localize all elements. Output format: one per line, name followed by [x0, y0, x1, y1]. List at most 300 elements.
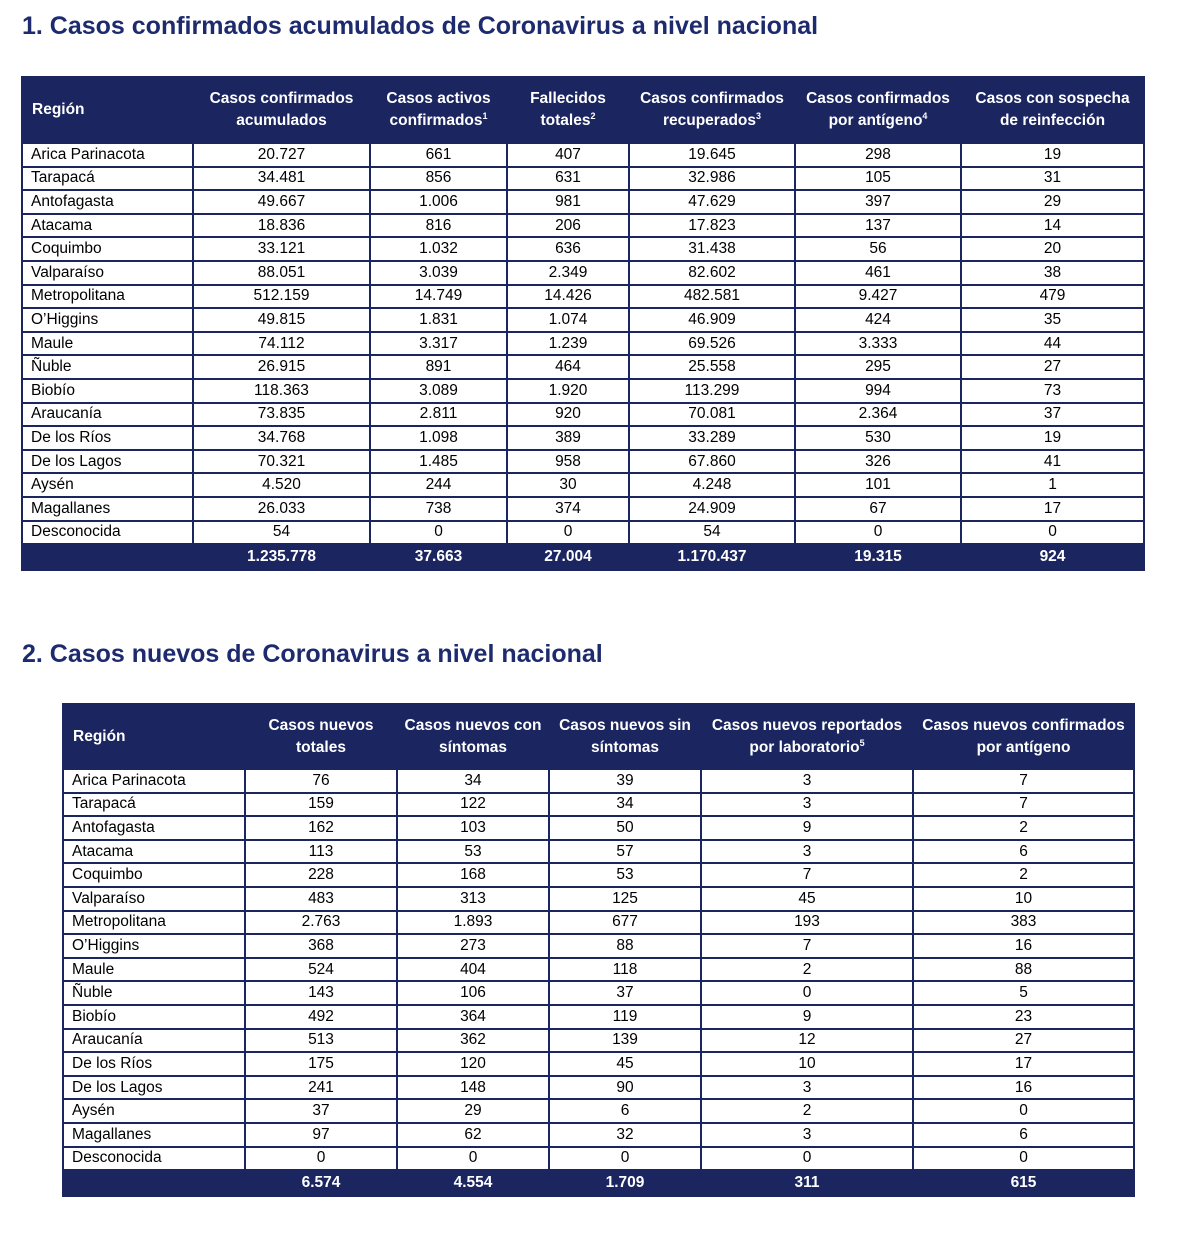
region-cell: Araucanía [63, 1029, 245, 1053]
value-cell: 76 [245, 769, 397, 793]
table-row [63, 1076, 1134, 1100]
value-cell: 5 [913, 981, 1134, 1005]
total-value-cell: 311 [701, 1170, 913, 1196]
value-cell: 3 [701, 1076, 913, 1100]
value-cell: 33.289 [629, 426, 795, 450]
value-cell: 17 [913, 1052, 1134, 1076]
value-cell: 97 [245, 1123, 397, 1147]
footnote-marker: 3 [756, 110, 762, 121]
table-row [63, 1005, 1134, 1029]
region-cell: Ñuble [22, 355, 193, 379]
column-header-label: Casos confirmados recuperados [640, 90, 784, 129]
value-cell: 49.667 [193, 190, 370, 214]
value-cell: 113.299 [629, 379, 795, 403]
region-cell: Valparaíso [63, 887, 245, 911]
value-cell: 35 [961, 308, 1144, 332]
total-value-cell: 924 [961, 544, 1144, 570]
footnote-marker: 4 [922, 110, 928, 121]
table-row [63, 816, 1134, 840]
value-cell: 17 [961, 497, 1144, 521]
value-cell: 23 [913, 1005, 1134, 1029]
column-header-label: Casos confirmados acumulados [209, 90, 354, 129]
value-cell: 14.749 [370, 285, 507, 309]
value-cell: 25.558 [629, 355, 795, 379]
value-cell: 14.426 [507, 285, 629, 309]
value-cell: 738 [370, 497, 507, 521]
value-cell: 0 [795, 521, 961, 545]
table-row [22, 214, 1144, 238]
value-cell: 0 [397, 1147, 549, 1171]
footnote-marker: 2 [590, 110, 596, 121]
value-cell: 70.081 [629, 403, 795, 427]
value-cell: 479 [961, 285, 1144, 309]
region-cell: Tarapacá [63, 793, 245, 817]
value-cell: 106 [397, 981, 549, 1005]
column-header [397, 704, 549, 769]
value-cell: 631 [507, 167, 629, 191]
value-cell: 816 [370, 214, 507, 238]
value-cell: 30 [507, 473, 629, 497]
value-cell: 74.112 [193, 332, 370, 356]
region-cell: O’Higgins [22, 308, 193, 332]
value-cell: 139 [549, 1029, 701, 1053]
region-cell: Araucanía [22, 403, 193, 427]
value-cell: 461 [795, 261, 961, 285]
value-cell: 6 [549, 1099, 701, 1123]
value-cell: 159 [245, 793, 397, 817]
value-cell: 4.248 [629, 473, 795, 497]
value-cell: 49.815 [193, 308, 370, 332]
value-cell: 9 [701, 816, 913, 840]
value-cell: 0 [961, 521, 1144, 545]
region-cell: Desconocida [22, 521, 193, 545]
value-cell: 482.581 [629, 285, 795, 309]
value-cell: 3.039 [370, 261, 507, 285]
region-cell: Aysén [63, 1099, 245, 1123]
region-cell: Coquimbo [63, 863, 245, 887]
column-header [245, 704, 397, 769]
value-cell: 24.909 [629, 497, 795, 521]
column-header [549, 704, 701, 769]
value-cell: 3.089 [370, 379, 507, 403]
value-cell: 118.363 [193, 379, 370, 403]
value-cell: 62 [397, 1123, 549, 1147]
table-row [63, 769, 1134, 793]
value-cell: 3.333 [795, 332, 961, 356]
column-header-label: Casos activos confirmados [386, 90, 491, 129]
total-value-cell: 4.554 [397, 1170, 549, 1196]
value-cell: 2.349 [507, 261, 629, 285]
table-row [63, 1123, 1134, 1147]
total-value-cell: 19.315 [795, 544, 961, 570]
value-cell: 38 [961, 261, 1144, 285]
value-cell: 1.920 [507, 379, 629, 403]
value-cell: 0 [701, 1147, 913, 1171]
table-row [63, 934, 1134, 958]
value-cell: 0 [507, 521, 629, 545]
region-cell: Tarapacá [22, 167, 193, 191]
value-cell: 368 [245, 934, 397, 958]
section-1-title: 1. Casos confirmados acumulados de Coronavirus a nivel nacional [22, 12, 819, 40]
new-cases-table [62, 703, 1135, 1197]
table-row [22, 379, 1144, 403]
value-cell: 137 [795, 214, 961, 238]
value-cell: 2 [913, 816, 1134, 840]
value-cell: 1.485 [370, 450, 507, 474]
region-cell: Magallanes [63, 1123, 245, 1147]
value-cell: 26.915 [193, 355, 370, 379]
value-cell: 26.033 [193, 497, 370, 521]
region-cell: Arica Parinacota [22, 143, 193, 167]
region-cell: De los Ríos [22, 426, 193, 450]
value-cell: 32.986 [629, 167, 795, 191]
value-cell: 994 [795, 379, 961, 403]
value-cell: 677 [549, 911, 701, 935]
column-header-label: Región [32, 101, 85, 118]
value-cell: 241 [245, 1076, 397, 1100]
value-cell: 512.159 [193, 285, 370, 309]
value-cell: 27 [961, 355, 1144, 379]
region-column-header [63, 704, 245, 769]
region-column-header [22, 77, 193, 143]
region-cell: Atacama [22, 214, 193, 238]
region-cell: Biobío [63, 1005, 245, 1029]
value-cell: 47.629 [629, 190, 795, 214]
value-cell: 113 [245, 840, 397, 864]
value-cell: 57 [549, 840, 701, 864]
value-cell: 101 [795, 473, 961, 497]
value-cell: 464 [507, 355, 629, 379]
total-value-cell: 615 [913, 1170, 1134, 1196]
total-value-cell: 6.574 [245, 1170, 397, 1196]
value-cell: 118 [549, 958, 701, 982]
value-cell: 3 [701, 769, 913, 793]
column-header [370, 77, 507, 143]
value-cell: 7 [913, 769, 1134, 793]
value-cell: 2 [701, 958, 913, 982]
value-cell: 0 [913, 1147, 1134, 1171]
table-row [22, 143, 1144, 167]
value-cell: 56 [795, 237, 961, 261]
value-cell: 530 [795, 426, 961, 450]
total-value-cell: 1.170.437 [629, 544, 795, 570]
value-cell: 143 [245, 981, 397, 1005]
value-cell: 3 [701, 840, 913, 864]
value-cell: 105 [795, 167, 961, 191]
table-row [22, 521, 1144, 545]
value-cell: 39 [549, 769, 701, 793]
table-row [63, 1147, 1134, 1171]
value-cell: 16 [913, 1076, 1134, 1100]
value-cell: 122 [397, 793, 549, 817]
value-cell: 6 [913, 1123, 1134, 1147]
value-cell: 29 [961, 190, 1144, 214]
value-cell: 34.481 [193, 167, 370, 191]
column-header-label: Casos con sospecha de reinfección [975, 90, 1130, 129]
column-header [913, 704, 1134, 769]
region-cell: Metropolitana [22, 285, 193, 309]
value-cell: 44 [961, 332, 1144, 356]
value-cell: 54 [193, 521, 370, 545]
value-cell: 70.321 [193, 450, 370, 474]
value-cell: 175 [245, 1052, 397, 1076]
column-header-label: Casos confirmados por antígeno [806, 90, 950, 129]
value-cell: 483 [245, 887, 397, 911]
table-row [63, 911, 1134, 935]
region-cell: Valparaíso [22, 261, 193, 285]
value-cell: 1.239 [507, 332, 629, 356]
value-cell: 69.526 [629, 332, 795, 356]
value-cell: 3.317 [370, 332, 507, 356]
value-cell: 2.763 [245, 911, 397, 935]
value-cell: 313 [397, 887, 549, 911]
value-cell: 1.074 [507, 308, 629, 332]
value-cell: 90 [549, 1076, 701, 1100]
table-row [22, 285, 1144, 309]
value-cell: 3 [701, 1123, 913, 1147]
region-cell: Arica Parinacota [63, 769, 245, 793]
value-cell: 6 [913, 840, 1134, 864]
value-cell: 4.520 [193, 473, 370, 497]
value-cell: 32 [549, 1123, 701, 1147]
table-row [63, 1052, 1134, 1076]
value-cell: 9.427 [795, 285, 961, 309]
value-cell: 856 [370, 167, 507, 191]
value-cell: 148 [397, 1076, 549, 1100]
value-cell: 228 [245, 863, 397, 887]
table-row [63, 793, 1134, 817]
value-cell: 31 [961, 167, 1144, 191]
value-cell: 2.364 [795, 403, 961, 427]
column-header [507, 77, 629, 143]
section-2-title: 2. Casos nuevos de Coronavirus a nivel nacional [22, 640, 603, 668]
value-cell: 2 [913, 863, 1134, 887]
value-cell: 37 [961, 403, 1144, 427]
value-cell: 2.811 [370, 403, 507, 427]
value-cell: 404 [397, 958, 549, 982]
value-cell: 73.835 [193, 403, 370, 427]
table-row [22, 332, 1144, 356]
value-cell: 12 [701, 1029, 913, 1053]
table-header-row [22, 77, 1144, 143]
value-cell: 524 [245, 958, 397, 982]
region-cell: Antofagasta [63, 816, 245, 840]
value-cell: 0 [549, 1147, 701, 1171]
value-cell: 31.438 [629, 237, 795, 261]
region-cell: Atacama [63, 840, 245, 864]
total-value-cell: 1.709 [549, 1170, 701, 1196]
table-row [22, 190, 1144, 214]
value-cell: 298 [795, 143, 961, 167]
table-row [22, 473, 1144, 497]
value-cell: 326 [795, 450, 961, 474]
value-cell: 364 [397, 1005, 549, 1029]
value-cell: 19 [961, 426, 1144, 450]
value-cell: 374 [507, 497, 629, 521]
value-cell: 10 [913, 887, 1134, 911]
table-row [22, 167, 1144, 191]
column-header [701, 704, 913, 769]
region-cell: Metropolitana [63, 911, 245, 935]
value-cell: 88.051 [193, 261, 370, 285]
totals-row [22, 544, 1144, 570]
total-value-cell: 37.663 [370, 544, 507, 570]
value-cell: 53 [549, 863, 701, 887]
total-value-cell: 27.004 [507, 544, 629, 570]
value-cell: 0 [701, 981, 913, 1005]
table-row [22, 426, 1144, 450]
value-cell: 67 [795, 497, 961, 521]
table-row [22, 308, 1144, 332]
region-cell: Maule [63, 958, 245, 982]
table-row [63, 863, 1134, 887]
value-cell: 407 [507, 143, 629, 167]
value-cell: 67.860 [629, 450, 795, 474]
value-cell: 120 [397, 1052, 549, 1076]
value-cell: 7 [701, 863, 913, 887]
value-cell: 10 [701, 1052, 913, 1076]
table-row [22, 450, 1144, 474]
value-cell: 53 [397, 840, 549, 864]
footnote-marker: 1 [482, 110, 488, 121]
value-cell: 0 [913, 1099, 1134, 1123]
column-header-label: Región [73, 727, 126, 745]
value-cell: 383 [913, 911, 1134, 935]
region-cell: De los Lagos [22, 450, 193, 474]
value-cell: 920 [507, 403, 629, 427]
value-cell: 389 [507, 426, 629, 450]
region-cell: Biobío [22, 379, 193, 403]
column-header-label: Casos nuevos confirmados por antígeno [922, 716, 1125, 756]
value-cell: 273 [397, 934, 549, 958]
value-cell: 424 [795, 308, 961, 332]
value-cell: 41 [961, 450, 1144, 474]
value-cell: 29 [397, 1099, 549, 1123]
value-cell: 1.831 [370, 308, 507, 332]
value-cell: 206 [507, 214, 629, 238]
table-row [63, 958, 1134, 982]
value-cell: 50 [549, 816, 701, 840]
value-cell: 33.121 [193, 237, 370, 261]
value-cell: 18.836 [193, 214, 370, 238]
region-cell: De los Ríos [63, 1052, 245, 1076]
column-header-label: Casos nuevos reportados por laboratorio [711, 716, 903, 756]
value-cell: 34 [549, 793, 701, 817]
value-cell: 1.006 [370, 190, 507, 214]
value-cell: 295 [795, 355, 961, 379]
value-cell: 88 [549, 934, 701, 958]
value-cell: 73 [961, 379, 1144, 403]
value-cell: 20.727 [193, 143, 370, 167]
value-cell: 34.768 [193, 426, 370, 450]
value-cell: 513 [245, 1029, 397, 1053]
region-cell: Coquimbo [22, 237, 193, 261]
region-cell: Ñuble [63, 981, 245, 1005]
value-cell: 17.823 [629, 214, 795, 238]
table-row [63, 840, 1134, 864]
value-cell: 45 [549, 1052, 701, 1076]
value-cell: 37 [549, 981, 701, 1005]
value-cell: 1.032 [370, 237, 507, 261]
value-cell: 7 [701, 934, 913, 958]
value-cell: 20 [961, 237, 1144, 261]
column-header [961, 77, 1144, 143]
region-cell: De los Lagos [63, 1076, 245, 1100]
table-row [22, 497, 1144, 521]
value-cell: 492 [245, 1005, 397, 1029]
value-cell: 45 [701, 887, 913, 911]
column-header [629, 77, 795, 143]
region-cell: O’Higgins [63, 934, 245, 958]
column-header-label: Casos nuevos totales [268, 716, 374, 756]
region-cell: Desconocida [63, 1147, 245, 1171]
region-cell: Aysén [22, 473, 193, 497]
value-cell: 9 [701, 1005, 913, 1029]
table-row [22, 237, 1144, 261]
value-cell: 0 [245, 1147, 397, 1171]
value-cell: 0 [370, 521, 507, 545]
region-cell: Magallanes [22, 497, 193, 521]
value-cell: 16 [913, 934, 1134, 958]
value-cell: 37 [245, 1099, 397, 1123]
value-cell: 54 [629, 521, 795, 545]
value-cell: 168 [397, 863, 549, 887]
value-cell: 119 [549, 1005, 701, 1029]
value-cell: 2 [701, 1099, 913, 1123]
region-cell: Maule [22, 332, 193, 356]
totals-label-cell [63, 1170, 245, 1196]
table-row [63, 1099, 1134, 1123]
value-cell: 46.909 [629, 308, 795, 332]
value-cell: 162 [245, 816, 397, 840]
value-cell: 193 [701, 911, 913, 935]
table-row [63, 1029, 1134, 1053]
table-row [63, 981, 1134, 1005]
table-header-row [63, 704, 1134, 769]
value-cell: 7 [913, 793, 1134, 817]
value-cell: 244 [370, 473, 507, 497]
value-cell: 661 [370, 143, 507, 167]
value-cell: 125 [549, 887, 701, 911]
column-header [193, 77, 370, 143]
value-cell: 34 [397, 769, 549, 793]
value-cell: 88 [913, 958, 1134, 982]
cumulative-cases-table [21, 76, 1145, 571]
value-cell: 958 [507, 450, 629, 474]
value-cell: 891 [370, 355, 507, 379]
column-header-label: Casos nuevos sin síntomas [559, 716, 691, 756]
totals-label-cell [22, 544, 193, 570]
table-row [22, 261, 1144, 285]
value-cell: 397 [795, 190, 961, 214]
value-cell: 19 [961, 143, 1144, 167]
value-cell: 19.645 [629, 143, 795, 167]
table-row [22, 355, 1144, 379]
total-value-cell: 1.235.778 [193, 544, 370, 570]
value-cell: 82.602 [629, 261, 795, 285]
value-cell: 636 [507, 237, 629, 261]
column-header-label: Casos nuevos con síntomas [404, 716, 542, 756]
value-cell: 3 [701, 793, 913, 817]
value-cell: 27 [913, 1029, 1134, 1053]
value-cell: 362 [397, 1029, 549, 1053]
value-cell: 103 [397, 816, 549, 840]
footnote-marker: 5 [859, 737, 865, 748]
column-header-label: Fallecidos totales [530, 90, 606, 129]
value-cell: 14 [961, 214, 1144, 238]
totals-row [63, 1170, 1134, 1196]
column-header [795, 77, 961, 143]
